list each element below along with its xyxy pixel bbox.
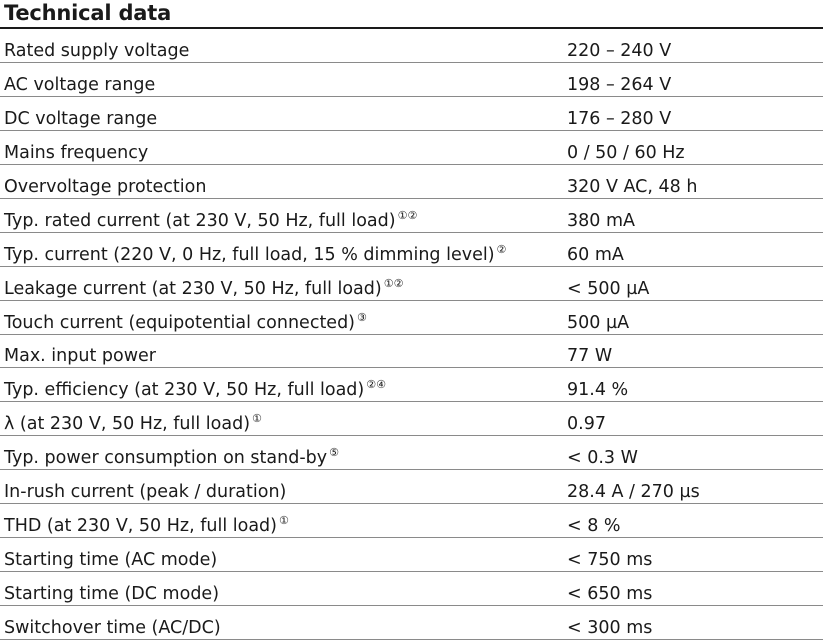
table-row bbox=[0, 29, 823, 63]
table-row bbox=[0, 503, 823, 537]
value-cell: < 300 ms bbox=[567, 617, 653, 638]
parameter-label: λ (at 230 V, 50 Hz, full load) bbox=[4, 414, 251, 435]
table-row bbox=[0, 470, 823, 504]
table-row bbox=[0, 300, 823, 334]
table-row bbox=[0, 537, 823, 571]
parameter-cell bbox=[0, 300, 559, 334]
value-cell: 0 / 50 / 60 Hz bbox=[567, 143, 685, 164]
value-cell: 500 µA bbox=[567, 312, 630, 333]
parameter-cell bbox=[0, 368, 559, 402]
parameter-cell bbox=[0, 436, 559, 470]
value-cell: 220 – 240 V bbox=[567, 41, 672, 62]
parameter-cell bbox=[0, 605, 559, 639]
technical-data-table bbox=[0, 29, 823, 640]
parameter-label: AC voltage range bbox=[4, 75, 156, 96]
parameter-cell bbox=[0, 537, 559, 571]
table-row bbox=[0, 63, 823, 97]
value-cell: 176 – 280 V bbox=[567, 109, 672, 130]
parameter-cell bbox=[0, 165, 559, 199]
footnote-marker: ③ bbox=[357, 310, 367, 324]
footnote-marker: ① bbox=[279, 513, 289, 527]
parameter-cell bbox=[0, 571, 559, 605]
table-row bbox=[0, 198, 823, 232]
parameter-cell bbox=[0, 232, 559, 266]
value-cell: 198 – 264 V bbox=[567, 75, 672, 96]
table-row bbox=[0, 571, 823, 605]
table-row bbox=[0, 368, 823, 402]
value-cell: < 8 % bbox=[567, 515, 621, 536]
parameter-label: Max. input power bbox=[4, 346, 156, 367]
footnote-marker: ②④ bbox=[366, 378, 386, 392]
footnote-marker: ①② bbox=[383, 276, 404, 290]
parameter-cell bbox=[0, 131, 559, 165]
value-cell: 60 mA bbox=[567, 244, 624, 265]
table-row bbox=[0, 402, 823, 436]
value-cell: < 500 µA bbox=[567, 278, 650, 299]
table-row bbox=[0, 266, 823, 300]
footnote-marker: ⑤ bbox=[329, 446, 339, 460]
footnote-marker: ① bbox=[252, 412, 262, 426]
parameter-label: THD (at 230 V, 50 Hz, full load) bbox=[4, 515, 277, 536]
parameter-label: Typ. rated current (at 230 V, 50 Hz, full load) bbox=[4, 210, 396, 231]
value-cell: 91.4 % bbox=[567, 380, 629, 401]
section-title: Technical data bbox=[0, 0, 823, 29]
value-cell: 320 V AC, 48 h bbox=[567, 176, 698, 197]
parameter-label: Starting time (DC mode) bbox=[4, 583, 220, 604]
parameter-label: Switchover time (AC/DC) bbox=[4, 617, 221, 638]
table-row bbox=[0, 334, 823, 368]
parameter-cell bbox=[0, 266, 559, 300]
parameter-label: Overvoltage protection bbox=[4, 176, 207, 197]
table-row bbox=[0, 232, 823, 266]
parameter-cell bbox=[0, 334, 559, 368]
table-row bbox=[0, 165, 823, 199]
parameter-cell bbox=[0, 198, 559, 232]
parameter-label: Typ. power consumption on stand-by bbox=[4, 448, 328, 469]
value-cell: 0.97 bbox=[567, 414, 606, 435]
value-cell: 380 mA bbox=[567, 210, 635, 231]
parameter-label: Typ. efficiency (at 230 V, 50 Hz, full load) bbox=[4, 380, 365, 401]
table-row bbox=[0, 131, 823, 165]
table-row bbox=[0, 436, 823, 470]
parameter-label: Mains frequency bbox=[4, 143, 149, 164]
parameter-label: Rated supply voltage bbox=[4, 41, 190, 62]
parameter-cell bbox=[0, 470, 559, 504]
value-cell: 28.4 A / 270 µs bbox=[567, 481, 700, 502]
parameter-cell bbox=[0, 29, 559, 63]
parameter-cell bbox=[0, 97, 559, 131]
value-cell: 77 W bbox=[567, 346, 613, 367]
value-cell: < 650 ms bbox=[567, 583, 653, 604]
parameter-label: Leakage current (at 230 V, 50 Hz, full load) bbox=[4, 278, 382, 299]
parameter-cell bbox=[0, 503, 559, 537]
table-row bbox=[0, 97, 823, 131]
footnote-marker: ② bbox=[496, 242, 507, 256]
footnote-marker: ①② bbox=[397, 208, 418, 222]
table-row bbox=[0, 605, 823, 639]
value-cell: < 0.3 W bbox=[567, 448, 638, 469]
parameter-label: Starting time (AC mode) bbox=[4, 549, 218, 570]
parameter-cell bbox=[0, 63, 559, 97]
parameter-label: DC voltage range bbox=[4, 109, 158, 130]
parameter-label: Typ. current (220 V, 0 Hz, full load, 15 % dimming level) bbox=[4, 244, 495, 265]
parameter-cell bbox=[0, 402, 559, 436]
parameter-label: In-rush current (peak / duration) bbox=[4, 481, 287, 502]
parameter-label: Touch current (equipotential connected) bbox=[4, 312, 356, 333]
value-cell: < 750 ms bbox=[567, 549, 653, 570]
